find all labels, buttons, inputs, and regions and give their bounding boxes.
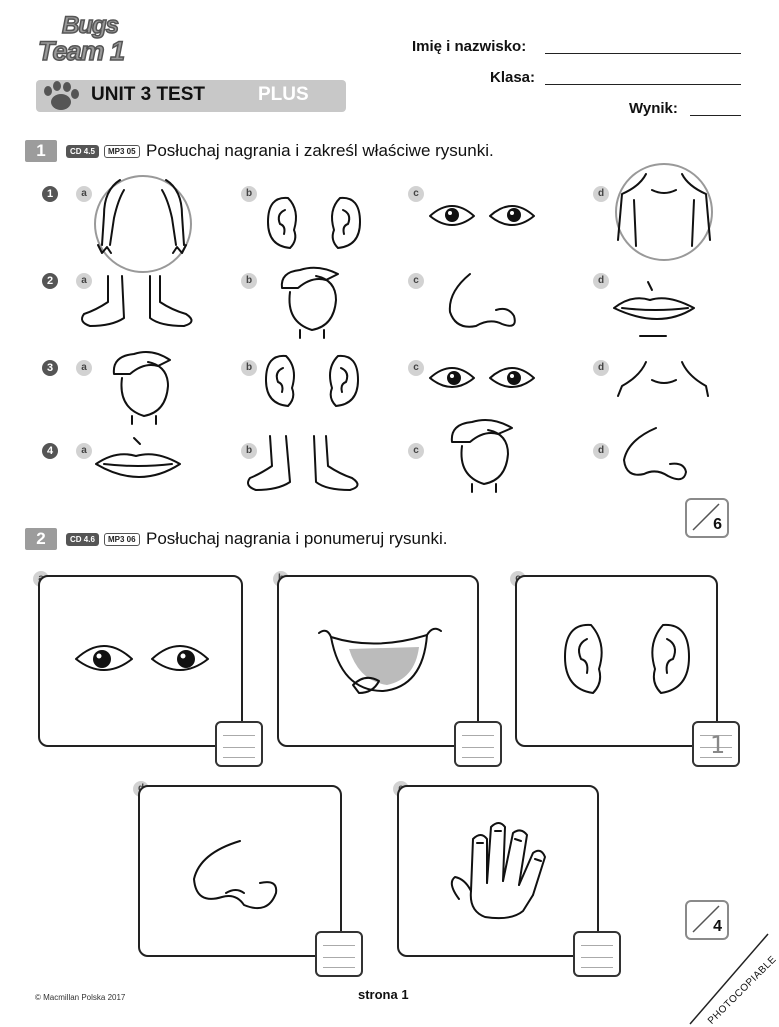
ears-picture[interactable] — [266, 356, 358, 406]
unit-title: UNIT 3 TEST — [91, 84, 206, 105]
answer-box-d[interactable] — [315, 931, 363, 977]
row-number: 2 — [42, 273, 58, 289]
picture-box-d — [138, 785, 342, 957]
option-letter: d — [593, 273, 609, 289]
head-picture[interactable] — [452, 420, 512, 492]
option-letter: a — [76, 273, 92, 289]
answer-box-b[interactable] — [454, 721, 502, 767]
option-letter: a — [76, 443, 92, 459]
cd-badge: CD 4.6 — [66, 533, 99, 546]
option-letter: c — [408, 360, 424, 376]
nose-picture — [140, 787, 340, 957]
unit-plus-label: PLUS — [258, 84, 309, 105]
eyes-picture[interactable] — [430, 206, 534, 225]
exercise-1-drawings — [0, 0, 768, 520]
answer-box-c[interactable] — [692, 721, 740, 767]
mp3-badge: MP3 06 — [104, 533, 140, 546]
copyright-text: © Macmillan Polska 2017 — [35, 993, 126, 1002]
option-letter: b — [241, 186, 257, 202]
option-letter: d — [593, 443, 609, 459]
head-picture[interactable] — [282, 268, 338, 338]
option-letter: d — [593, 360, 609, 376]
picture-box-e — [397, 785, 599, 957]
option-letter: a — [76, 360, 92, 376]
ears-picture[interactable] — [268, 198, 360, 248]
picture-box-c — [515, 575, 718, 747]
nose-picture[interactable] — [450, 274, 515, 327]
option-letter: a — [76, 186, 92, 202]
feet-picture[interactable] — [82, 276, 192, 326]
score-label: Wynik: — [629, 100, 678, 117]
row-number: 4 — [42, 443, 58, 459]
arms-picture[interactable] — [95, 176, 191, 272]
feet-picture[interactable] — [248, 436, 358, 490]
handwritten-answer: 1 — [710, 731, 726, 759]
picture-box-a — [38, 575, 243, 747]
eyes-picture[interactable] — [430, 368, 534, 387]
option-letter: c — [408, 186, 424, 202]
cd-badge: CD 4.5 — [66, 145, 99, 158]
ears-picture — [517, 577, 717, 747]
row-number: 1 — [42, 186, 58, 202]
option-letter: c — [408, 273, 424, 289]
photocopiable-label: PHOTOCOPIABLE — [706, 954, 779, 1027]
row-number: 3 — [42, 360, 58, 376]
option-letter: b — [241, 443, 257, 459]
option-letter: b — [241, 360, 257, 376]
shoulders-picture[interactable] — [618, 362, 708, 396]
hand-picture — [399, 787, 599, 957]
class-label: Klasa: — [490, 69, 536, 86]
exercise-2-score-box[interactable]: 4 — [685, 900, 729, 940]
mouth-picture[interactable] — [614, 282, 694, 336]
exercise-2-instruction: Posłuchaj nagrania i ponumeruj rysunki. — [146, 529, 448, 548]
mouth-picture — [279, 577, 479, 747]
exercise-1-number: 1 — [25, 140, 57, 162]
shoulders-picture[interactable] — [616, 164, 712, 260]
option-letter: c — [408, 443, 424, 459]
eyes-picture — [40, 577, 240, 747]
exercise-1-instruction: Posłuchaj nagrania i zakreśl właściwe rysunki. — [146, 141, 494, 160]
mp3-badge: MP3 05 — [104, 145, 140, 158]
page-number: strona 1 — [358, 987, 409, 1002]
option-letter: b — [241, 273, 257, 289]
name-label: Imię i nazwisko: — [412, 38, 527, 55]
exercise-2-number: 2 — [25, 528, 57, 550]
bugs-team-logo: Bugs Team 1 — [38, 12, 125, 66]
nose-picture[interactable] — [624, 428, 686, 479]
answer-box-e[interactable] — [573, 931, 621, 977]
answer-box-a[interactable] — [215, 721, 263, 767]
head-picture[interactable] — [114, 352, 170, 424]
picture-box-b — [277, 575, 479, 747]
mouth-picture[interactable] — [96, 438, 180, 477]
exercise-1-score-box[interactable]: 6 — [685, 498, 729, 538]
option-letter: d — [593, 186, 609, 202]
